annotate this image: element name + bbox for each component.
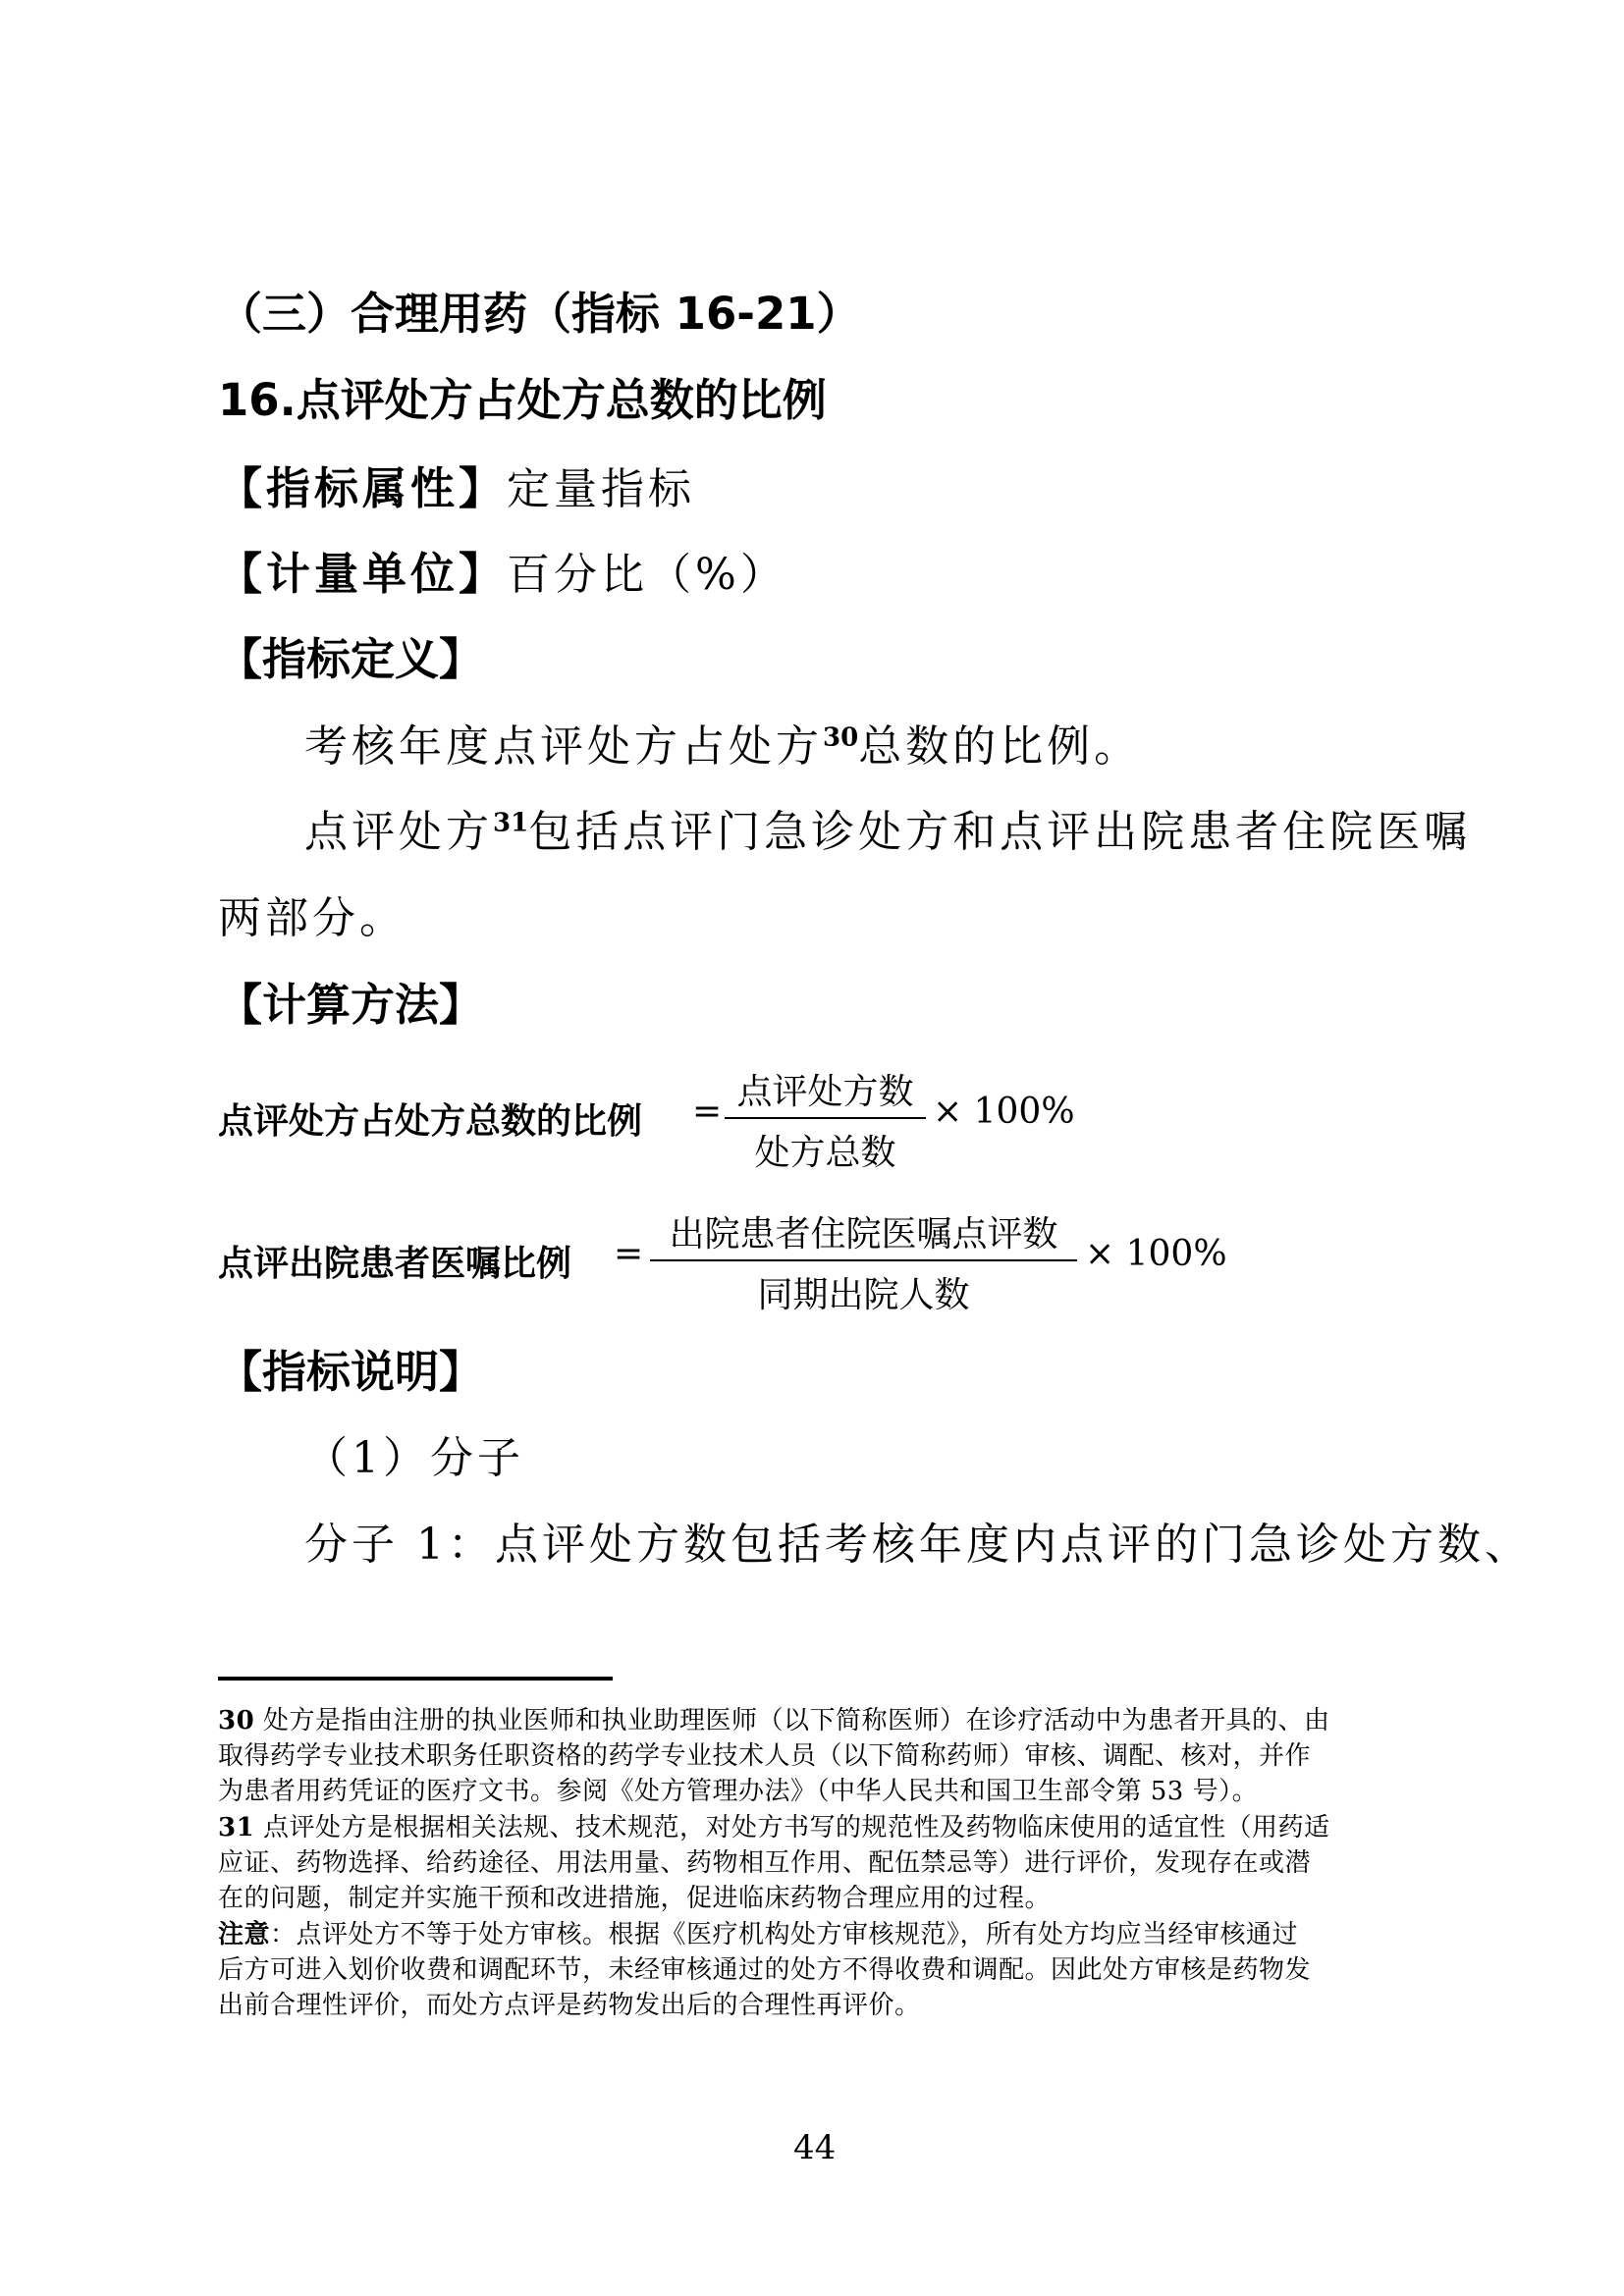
note-text: ：点评处方不等于处方审核。根据《医疗机构处方审核规范》，所有处方均应当经审核通过 (270, 1920, 1299, 1949)
formula-1-fraction-bar (725, 1117, 926, 1119)
definition-paragraph-1 (304, 720, 1141, 774)
formula-2-denominator: 同期出院人数 (757, 1275, 970, 1315)
explain-paragraph-1: 分子 1：点评处方数包括考核年度内点评的门急诊处方数、 (304, 1520, 1532, 1570)
footnote-30-line-2: 取得药学专业技术职务任职资格的药学专业技术人员（以下简称药师）审核、调配、核对，并作 (218, 1741, 1312, 1771)
attribute-label: 【指标属性】 (218, 462, 508, 514)
footnote-ref-31: 31 (493, 808, 529, 838)
note-label: 注意 (218, 1920, 271, 1949)
footnote-31-number: 31 (218, 1813, 255, 1842)
definition-p1-text: 考核年度点评处方占处方 (304, 721, 823, 772)
formula-1-multiplier: × 100% (933, 1092, 1075, 1132)
footnote-separator (218, 1677, 613, 1681)
formula-1-numerator: 点评处方数 (736, 1072, 914, 1112)
definition-p2-text: 点评处方 (304, 807, 493, 857)
formula-2-lhs: 点评出院患者医嘱比例 (218, 1244, 572, 1284)
footnote-30-text: 处方是指由注册的执业医师和执业助理医师（以下简称医师）在诊疗活动中为患者开具的、由 (262, 1706, 1330, 1735)
footnote-31-text: 点评处方是根据相关法规、技术规范，对处方书写的规范性及药物临床使用的适宜性（用药适 (262, 1813, 1330, 1842)
method-label: 【计算方法】 (218, 979, 484, 1031)
definition-paragraph-2 (304, 805, 1471, 860)
definition-p1-text-end: 总数的比例。 (858, 721, 1142, 772)
footnote-31-line-2: 应证、药物选择、给药途径、用法用量、药物相互作用、配伍禁忌等）进行评价，发现存在或潜 (218, 1848, 1312, 1878)
formula-1-equals: = (692, 1092, 723, 1132)
footnote-31-line-1 (218, 1810, 1434, 1845)
section-title: （三）合理用药（指标 16-21） (218, 288, 861, 340)
footnote-31-line-3: 在的问题，制定并实施干预和改进措施，促进临床药物合理应用的过程。 (218, 1884, 1052, 1913)
attribute-value: 定量指标 (507, 464, 696, 514)
formula-2-multiplier: × 100% (1085, 1234, 1227, 1274)
definition-p2-text-cont: 包括点评门急诊处方和点评出院患者住院医嘱 (528, 807, 1472, 857)
unit-line (218, 547, 787, 603)
formula-2-fraction-bar (650, 1259, 1077, 1261)
indicator-title: 16.点评处方占处方总数的比例 (218, 374, 827, 426)
unit-value: 百分比（%） (507, 550, 787, 600)
formula-1-denominator: 处方总数 (754, 1133, 896, 1173)
definition-label: 【指标定义】 (218, 633, 484, 685)
note-line-3: 出前合理性评价，而处方点评是药物发出后的合理性再评价。 (218, 1991, 921, 2020)
footnote-30-number: 30 (218, 1706, 255, 1735)
formula-2-numerator: 出院患者住院医嘱点评数 (669, 1214, 1058, 1255)
explain-label: 【指标说明】 (218, 1346, 484, 1398)
note-line-1 (218, 1917, 1434, 1952)
unit-label: 【计量单位】 (218, 548, 508, 600)
definition-paragraph-2-end: 两部分。 (218, 893, 406, 943)
attribute-line (218, 461, 695, 517)
note-line-2: 后方可进入划价收费和调配环节，未经审核通过的处方不得收费和调配。因此处方审核是药物发 (218, 1955, 1312, 1985)
footnote-30-line-1 (218, 1703, 1434, 1738)
formula-2-equals: = (614, 1234, 644, 1274)
formula-1-lhs: 点评处方占处方总数的比例 (218, 1101, 643, 1142)
page-number: 44 (793, 2128, 837, 2167)
footnote-30-line-3: 为患者用药凭证的医疗文书。参阅《处方管理办法》（中华人民共和国卫生部令第 53 号）。 (218, 1777, 1259, 1806)
explain-subheading-1: （1）分子 (304, 1433, 524, 1483)
footnote-ref-30: 30 (823, 722, 859, 753)
